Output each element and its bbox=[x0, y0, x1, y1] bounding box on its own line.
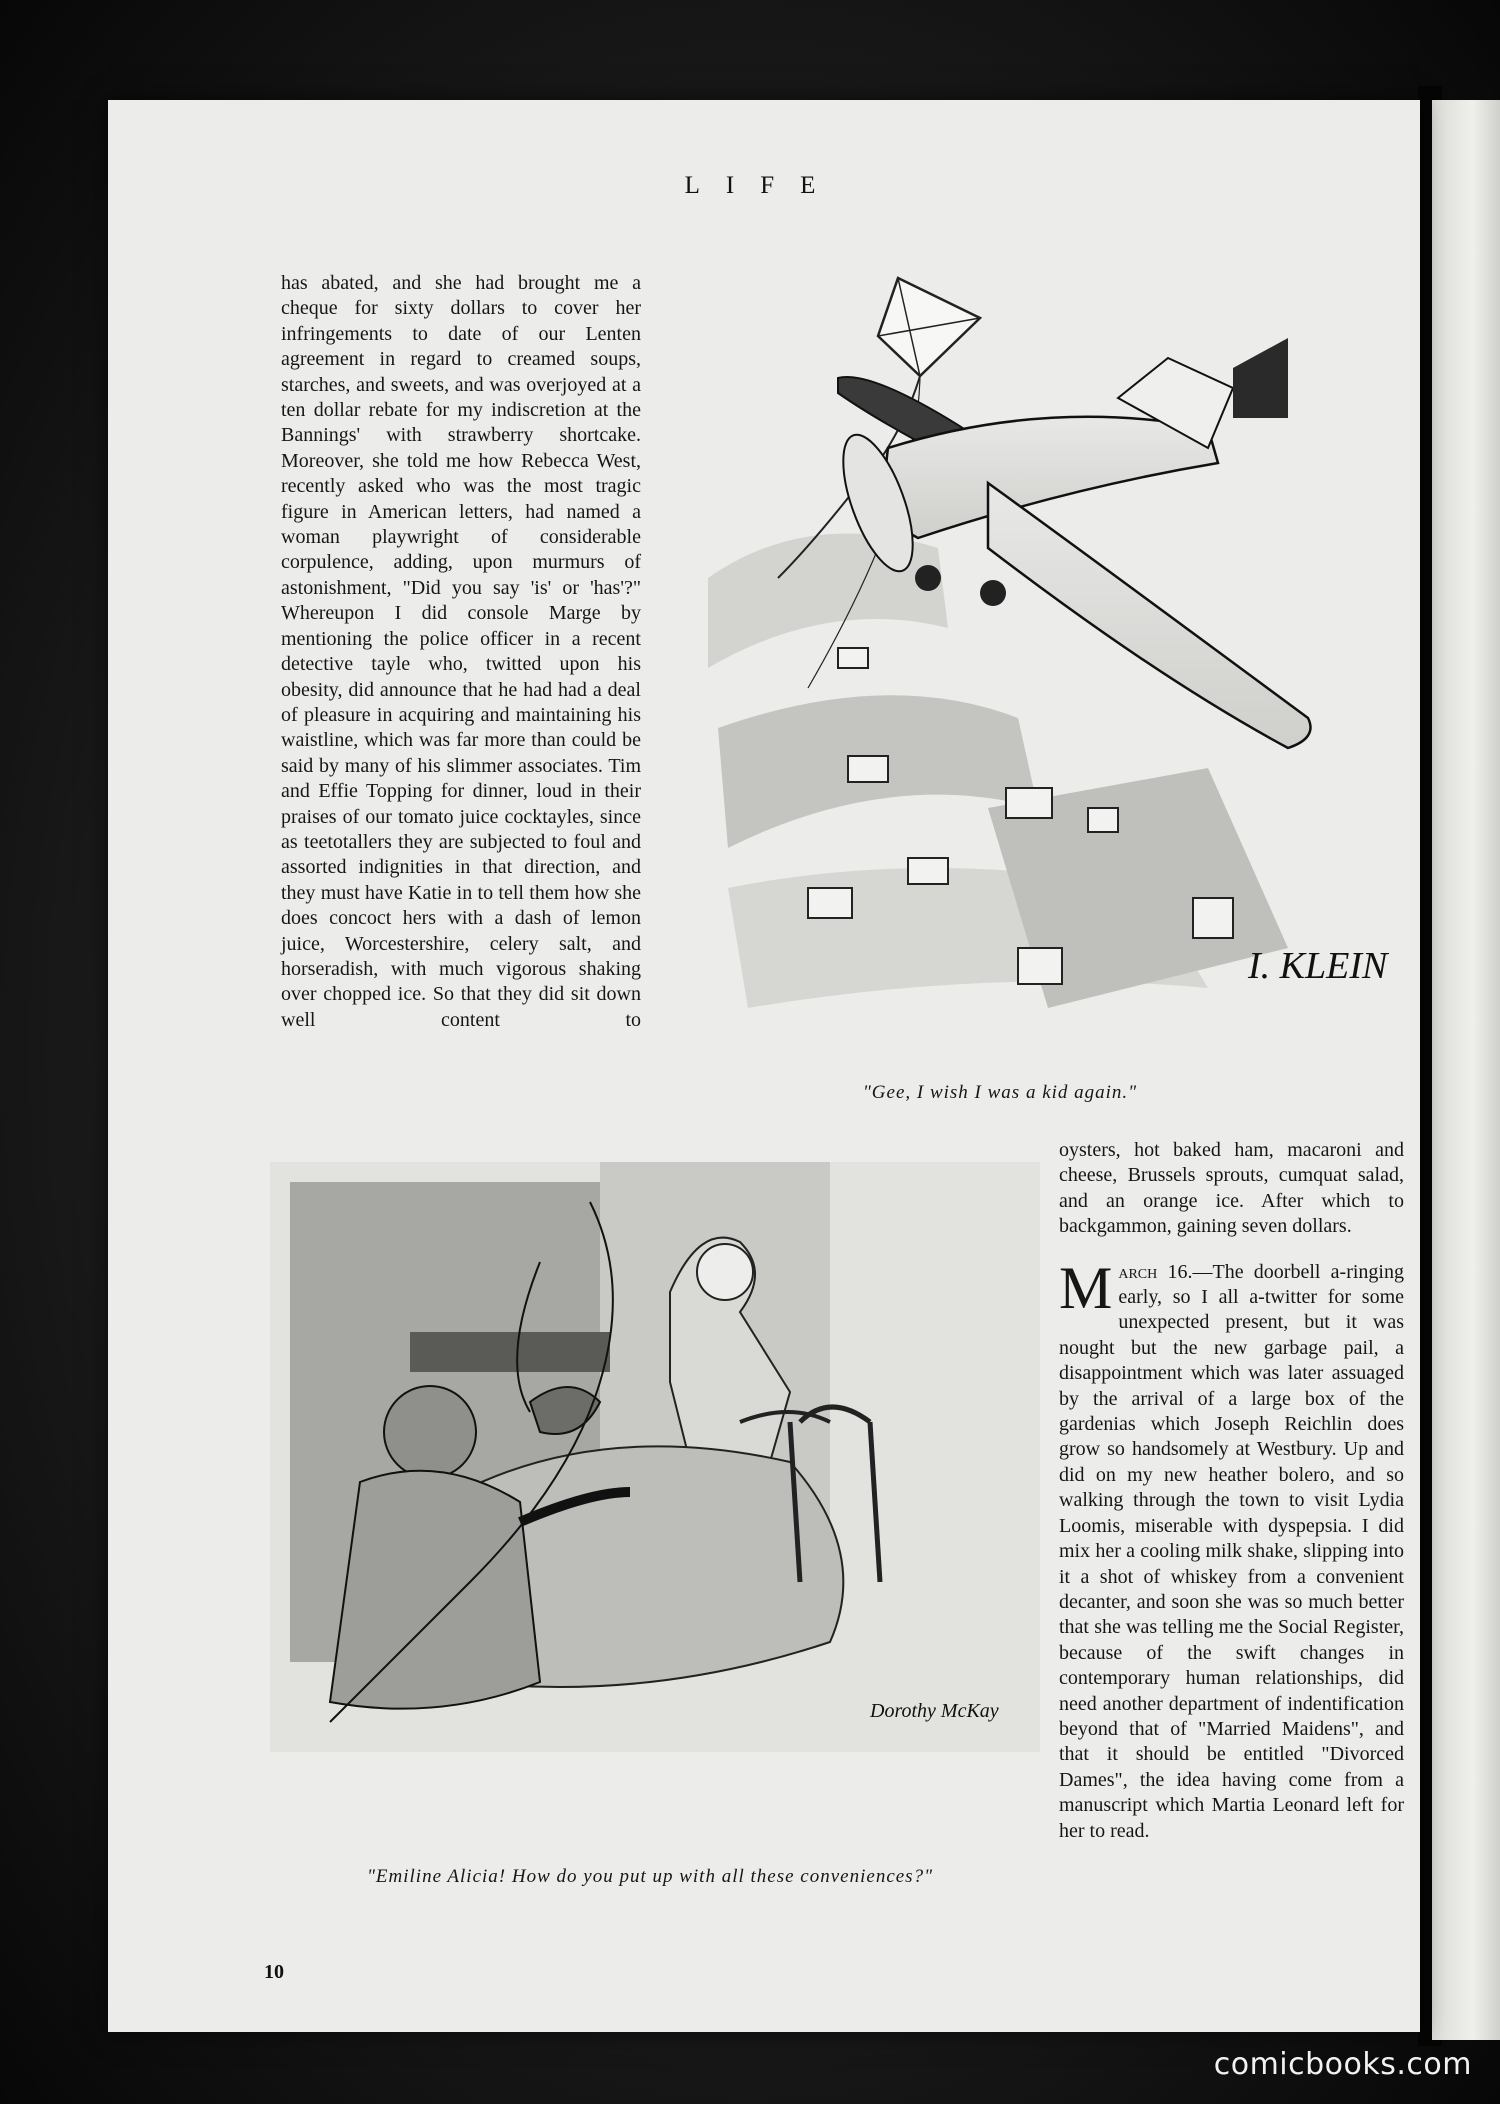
watermark: comicbooks.com bbox=[1213, 2047, 1472, 2082]
column-left-text: has abated, and she had brought me a cheque for sixty dollars to cover her infringements to date of our Lenten agreement in regard to creamed soups, starches, and sweets, and was overjoyed at a ten dollar rebate for my indiscretion at the Bannings' with strawberry shortcake. Moreover, she told me how Rebecca West, recently asked who was the most tragic figure in American letters, had named a woman playwright of considerable corpulence, adding, upon murmurs of astonishment, "Did you say 'is' or 'has'?" Whereupon I did console Marge by mentioning the police officer in a recent detective tayle who, twitted upon his obesity, did announce that he had had a deal of pleasure in acquiring and maintaining his waistline, which was far more than could be said by many of his slimmer associates. Tim and Effie Topping for dinner, loud in their praises of our tomato juice cocktayles, since as teetotallers they are subjected to foul and assorted indignities in that direction, and they must have Katie in to tell them how she does concoct hers with a dash of lemon juice, Worcestershire, celery salt, and horseradish, with much vigorous shaking over chopped ice. So that they did sit down well content to bbox=[281, 272, 641, 1031]
text-column-right bbox=[1059, 1138, 1404, 1844]
kitchen-scene-illustration bbox=[270, 1162, 1040, 1752]
next-page-edge bbox=[1432, 100, 1500, 2040]
paragraph-body: 16.—The doorbell a-ringing early, so I all a-twitter for some unexpected present, but it was nought but the new garbage pail, a disappointment which was later assuaged by the arrival of a large box of the gardenias which Joseph Reichlin does grow so handsomely at Westbury. Up and did on my new heather bolero, and so walking through the town to visit Lydia Loomis, miserable with dyspepsia. I did mix her a cooling milk shake, slipping into it a shot of whiskey from a convenient decanter, and soon she was so much better that she was telling me the Social Register, because of the swift changes in contemporary human relationships, did need another department of indentification beyond that of "Married Maidens", and that it should be entitled "Divorced Dames", the idea having come from a manuscript which Martia Leonard left for her to read. bbox=[1059, 1260, 1404, 1842]
illustration-2-signature: Dorothy McKay bbox=[870, 1700, 999, 1722]
column-right-paragraph-2 bbox=[1059, 1254, 1404, 1844]
airplane-kite-illustration bbox=[688, 248, 1388, 1048]
shelf bbox=[410, 1332, 610, 1372]
column-right-paragraph-1: oysters, hot baked ham, macaroni and cheese, Brussels sprouts, cumquat salad, and an orange ice. After which to backgammon, gaining seven dollars. bbox=[1059, 1139, 1404, 1238]
man-body bbox=[330, 1471, 540, 1709]
airplane-drawing bbox=[688, 248, 1388, 1048]
text-column-left bbox=[281, 271, 641, 1033]
man-head bbox=[384, 1386, 476, 1478]
kitchen-drawing bbox=[270, 1162, 1040, 1752]
illustration-1-caption: "Gee, I wish I was a kid again." bbox=[862, 1082, 1138, 1103]
illustration-2-caption: "Emiline Alicia! How do you put up with all these conveniences?" bbox=[366, 1866, 934, 1887]
page-number: 10 bbox=[264, 1961, 284, 1983]
drop-cap: M bbox=[1059, 1254, 1113, 1321]
illustration-1-signature: I. KLEIN bbox=[1248, 945, 1388, 987]
magazine-header: LIFE bbox=[684, 172, 842, 199]
paragraph-lead: arch bbox=[1118, 1260, 1158, 1283]
airplane bbox=[829, 338, 1311, 748]
